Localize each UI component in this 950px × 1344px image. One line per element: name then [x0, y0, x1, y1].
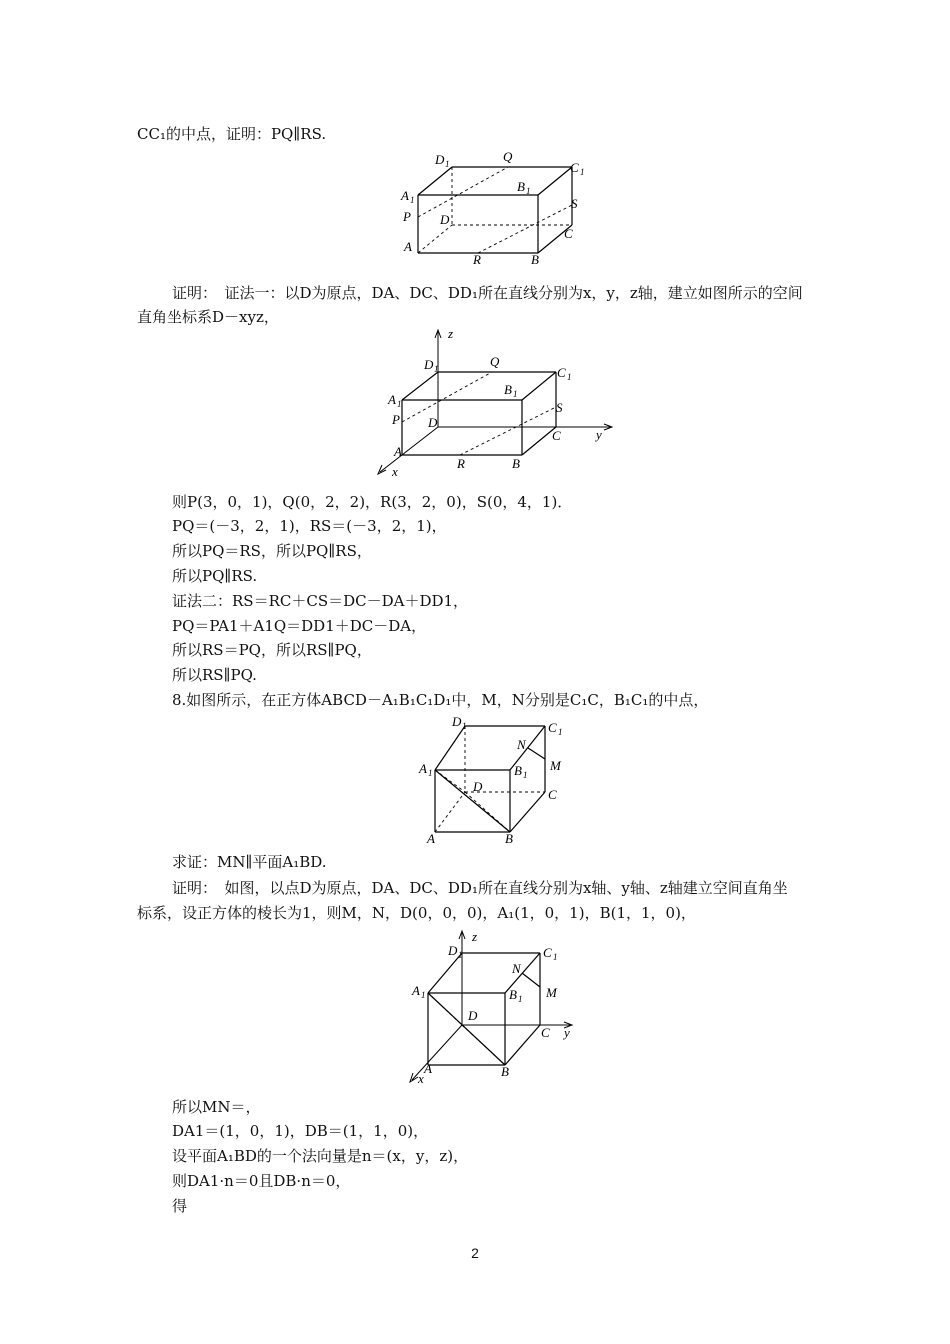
text-line-2: 证明： 证法一：以D为原点，DA、DC、DD₁所在直线分别为x，y，z轴，建立如图所示的空间: [172, 284, 803, 302]
label-M: M: [546, 985, 557, 1000]
figure-cube-2-axes: [400, 925, 590, 1085]
label-B1: B: [509, 987, 517, 1002]
page-number: 2: [471, 1245, 479, 1261]
figure-cuboid-1: [390, 145, 590, 265]
label-A1: A: [388, 392, 396, 407]
label-B: B: [501, 1064, 509, 1079]
label-C1: C: [543, 945, 552, 960]
text-line-13: 求证：MN∥平面A₁BD.: [172, 853, 327, 871]
svg-text:1: 1: [410, 195, 415, 205]
axis-label-z: z: [448, 326, 454, 341]
svg-text:1: 1: [397, 399, 402, 409]
text-line-1: CC₁的中点，证明：PQ∥RS.: [137, 125, 327, 143]
text-line-18: 设平面A₁BD的一个法向量是n＝(x，y，z)，: [172, 1147, 469, 1165]
axis-label-y: y: [596, 427, 602, 442]
label-R: R: [473, 252, 481, 265]
label-D: D: [468, 1008, 478, 1023]
text-line-5: PQ＝(－3，2，1)，RS＝(－3，2，1)，: [172, 517, 447, 535]
label-C: C: [548, 787, 557, 802]
label-P: P: [392, 412, 400, 427]
text-line-11: 所以RS∥PQ.: [172, 666, 257, 684]
label-P: P: [403, 209, 411, 224]
label-A1: A: [419, 761, 427, 776]
text-line-16: 所以MN＝，: [172, 1098, 261, 1116]
label-B: B: [531, 252, 539, 265]
text-line-10: 所以RS＝PQ，所以RS∥PQ，: [172, 641, 372, 659]
label-N: N: [512, 961, 521, 976]
label-D: D: [428, 415, 438, 430]
label-R: R: [457, 456, 465, 471]
label-A1: A: [401, 188, 409, 203]
text-line-4: 则P(3，0，1)，Q(0，2，2)，R(3，2，0)，S(0，4，1)．: [172, 493, 573, 511]
label-M: M: [550, 758, 561, 773]
label-B: B: [505, 831, 513, 846]
label-S: S: [556, 400, 563, 415]
svg-text:1: 1: [458, 950, 463, 960]
label-N: N: [517, 737, 526, 752]
svg-text:1: 1: [445, 159, 450, 169]
label-A: A: [404, 239, 412, 254]
svg-text:1: 1: [421, 990, 426, 1000]
svg-text:1: 1: [567, 372, 572, 382]
axis-label-x: x: [392, 464, 398, 477]
axis-label-z: z: [472, 929, 478, 944]
text-line-6: 所以PQ＝RS，所以PQ∥RS，: [172, 542, 372, 560]
text-line-3: 直角坐标系D－xyz，: [137, 308, 279, 326]
text-line-7: 所以PQ∥RS.: [172, 567, 258, 585]
label-D: D: [440, 212, 450, 227]
label-D1: D: [424, 357, 434, 372]
axis-label-x: x: [418, 1071, 424, 1085]
label-C1: C: [570, 160, 579, 175]
label-A: A: [424, 1061, 432, 1076]
label-D1: D: [452, 714, 462, 729]
svg-text:1: 1: [518, 994, 523, 1004]
label-C: C: [552, 428, 561, 443]
label-D1: D: [435, 152, 445, 167]
text-line-15: 标系，设正方体的棱长为1，则M，N，D(0，0，0)，A₁(1，0，1)，B(1，1，0)，: [137, 904, 696, 922]
label-A: A: [394, 444, 402, 459]
label-Q: Q: [503, 149, 513, 164]
svg-text:1: 1: [553, 952, 558, 962]
text-line-19: 则DA1·n＝0且DB·n＝0，: [172, 1172, 351, 1190]
svg-text:1: 1: [462, 721, 467, 731]
svg-text:1: 1: [434, 364, 439, 374]
text-line-14: 证明： 如图，以点D为原点，DA、DC、DD₁所在直线分别为x轴、y轴、z轴建立空间直角坐: [172, 879, 788, 897]
text-line-12: 8.如图所示，在正方体ABCD－A₁B₁C₁D₁中，M，N分别是C₁C，B₁C₁的中点，: [172, 691, 709, 709]
figure-cube-1: [415, 712, 575, 847]
label-C1: C: [557, 365, 566, 380]
text-line-8: 证法二：RS＝RC＋CS＝DC－DA＋DD1，: [172, 592, 469, 610]
label-Q: Q: [490, 354, 500, 369]
svg-text:1: 1: [526, 186, 531, 196]
label-D1: D: [448, 943, 458, 958]
text-line-9: PQ＝PA1＋A1Q＝DD1＋DC－DA，: [172, 617, 427, 635]
axis-label-y: y: [564, 1025, 570, 1040]
label-A: A: [427, 831, 435, 846]
svg-text:1: 1: [558, 727, 563, 737]
label-C: C: [564, 226, 573, 241]
svg-text:1: 1: [580, 167, 585, 177]
svg-text:1: 1: [513, 389, 518, 399]
label-D: D: [473, 779, 483, 794]
text-line-17: DA1＝(1，0，1)，DB＝(1，1，0)，: [172, 1122, 429, 1140]
svg-text:1: 1: [428, 768, 433, 778]
label-A1: A: [412, 983, 420, 998]
label-B: B: [512, 456, 520, 471]
label-C1: C: [548, 720, 557, 735]
svg-text:1: 1: [523, 770, 528, 780]
label-B1: B: [514, 763, 522, 778]
label-C: C: [541, 1025, 550, 1040]
label-B1: B: [504, 382, 512, 397]
figure-cuboid-2-axes: [370, 322, 620, 477]
text-line-20: 得: [172, 1197, 188, 1215]
label-S: S: [571, 196, 578, 211]
label-B1: B: [517, 179, 525, 194]
